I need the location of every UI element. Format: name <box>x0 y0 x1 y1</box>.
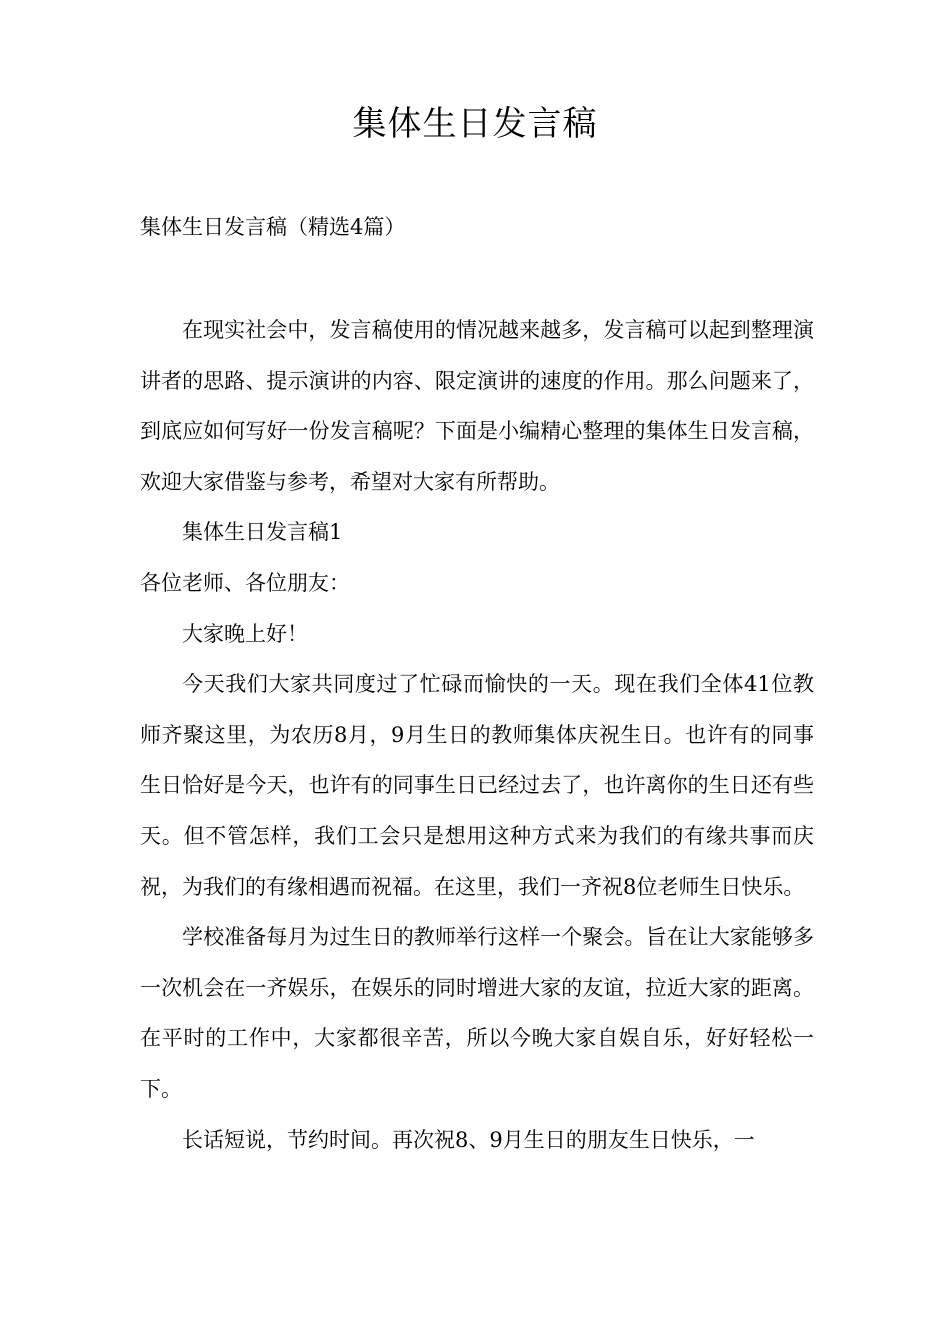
document-subtitle: 集体生日发言稿（精选4篇） <box>140 215 406 239</box>
document-body <box>140 305 814 1165</box>
paragraph-gathering: 学校准备每月为过生日的教师举行这样一个聚会。旨在让大家能够多一次机会在一齐娱乐，在娱乐的同时增进大家的友谊，拉近大家的距离。在平时的工作中，大家都很辛苦，所以今晚大家自娱自乐，好好轻松一下。 <box>140 925 814 1101</box>
section-heading-1: 集体生日发言稿1 <box>182 520 343 545</box>
greeting: 大家晚上好！ <box>182 621 308 646</box>
paragraph-closing: 长话短说，节约时间。再次祝8、9月生日的朋友生日快乐，一 <box>182 1127 755 1152</box>
paragraph-celebration: 今天我们大家共同度过了忙碌而愉快的一天。现在我们全体41位教师齐聚这里，为农历8月，9月生日的教师集体庆祝生日。也许有的同事生日恰好是今天，也许有的同事生日已经过去了，也许离你的生日还有些天。但不管怎样，我们工会只是想用这种方式来为我们的有缘共事而庆祝，为我们的有缘相遇而祝福。在这里，我们一齐祝8位老师生日快乐。 <box>140 672 814 899</box>
document-title: 集体生日发言稿 <box>352 104 598 144</box>
salutation: 各位老师、各位朋友： <box>140 570 350 595</box>
paragraph-intro: 在现实社会中，发言稿使用的情况越来越多，发言稿可以起到整理演讲者的思路、提示演讲的内容、限定演讲的速度的作用。那么问题来了，到底应如何写好一份发言稿呢？下面是小编精心整理的集体生日发言稿，欢迎大家借鉴与参考，希望对大家有所帮助。 <box>140 318 814 494</box>
